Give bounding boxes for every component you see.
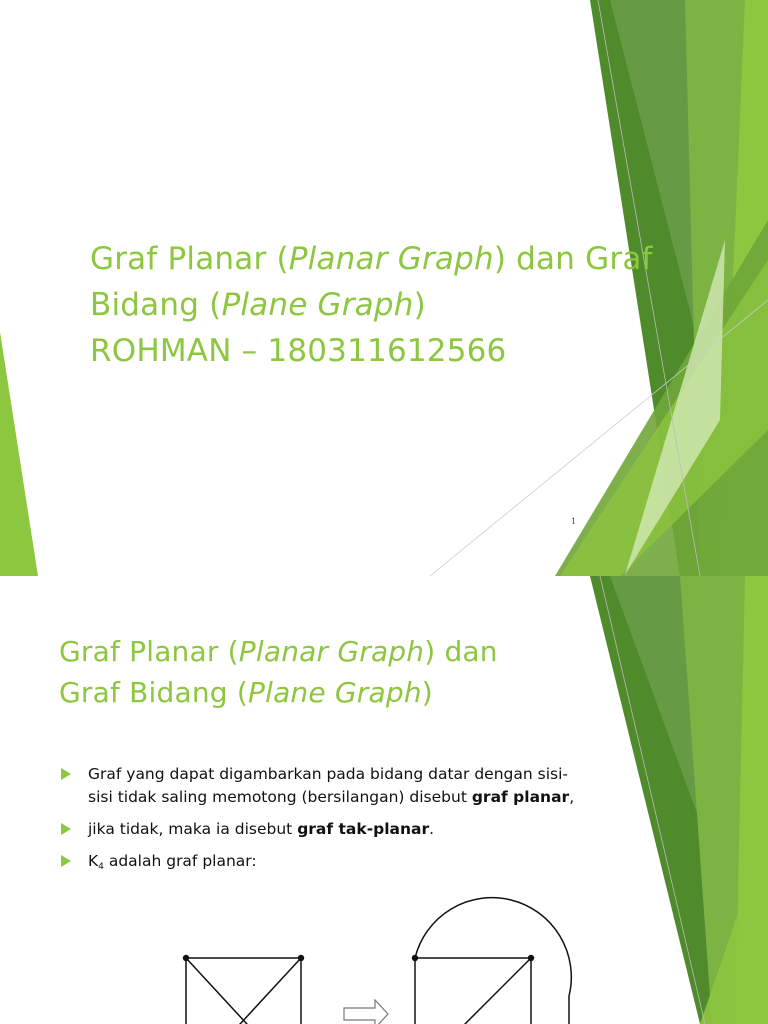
k4-subscript: 4 bbox=[98, 862, 104, 872]
slide-number: 1 bbox=[571, 517, 577, 526]
graph-vertex bbox=[528, 955, 534, 961]
title-text: ) dan bbox=[424, 635, 498, 668]
graph-vertex bbox=[298, 955, 304, 961]
bullet-bold-term: graf planar bbox=[471, 788, 570, 806]
bullet-bold-term: graf tak-planar bbox=[297, 820, 430, 838]
k4-label: K bbox=[88, 852, 99, 870]
bullet-text: . bbox=[429, 820, 435, 838]
title-text: Graf Planar ( bbox=[90, 241, 289, 277]
title-text: Bidang ( bbox=[90, 287, 222, 323]
bullet-text: adalah graf planar: bbox=[103, 852, 257, 870]
bullet-text: Graf yang dapat digambarkan pada bidang datar dengan sisi-sisi tidak saling memotong (bersilangan) disebut bbox=[88, 765, 568, 806]
arrow-right-icon bbox=[344, 1000, 388, 1024]
title-text: ) bbox=[413, 287, 426, 323]
title-italic: Plane Graph bbox=[221, 287, 414, 323]
title-italic: Plane Graph bbox=[248, 676, 422, 709]
bullet-text: , bbox=[569, 788, 575, 806]
left-green-triangle bbox=[0, 332, 38, 576]
k4-figure bbox=[0, 576, 768, 1024]
graph-vertex bbox=[412, 955, 418, 961]
graph-vertex bbox=[183, 955, 189, 961]
bullet-text: jika tidak, maka ia disebut bbox=[88, 820, 298, 838]
title-italic: Planar Graph bbox=[288, 241, 494, 277]
k4-plane-drawing bbox=[415, 898, 571, 1024]
slide-title bbox=[90, 236, 653, 374]
k4-crossing-drawing bbox=[186, 958, 301, 1024]
title-italic: Planar Graph bbox=[238, 635, 425, 668]
title-text: Graf Bidang ( bbox=[59, 676, 248, 709]
title-text: ) dan Graf bbox=[493, 241, 653, 277]
content-slide bbox=[0, 576, 768, 1024]
title-text: Graf Planar ( bbox=[59, 635, 239, 668]
title-text: ) bbox=[421, 676, 433, 709]
author-line: ROHMAN – 180311612566 bbox=[90, 333, 507, 369]
